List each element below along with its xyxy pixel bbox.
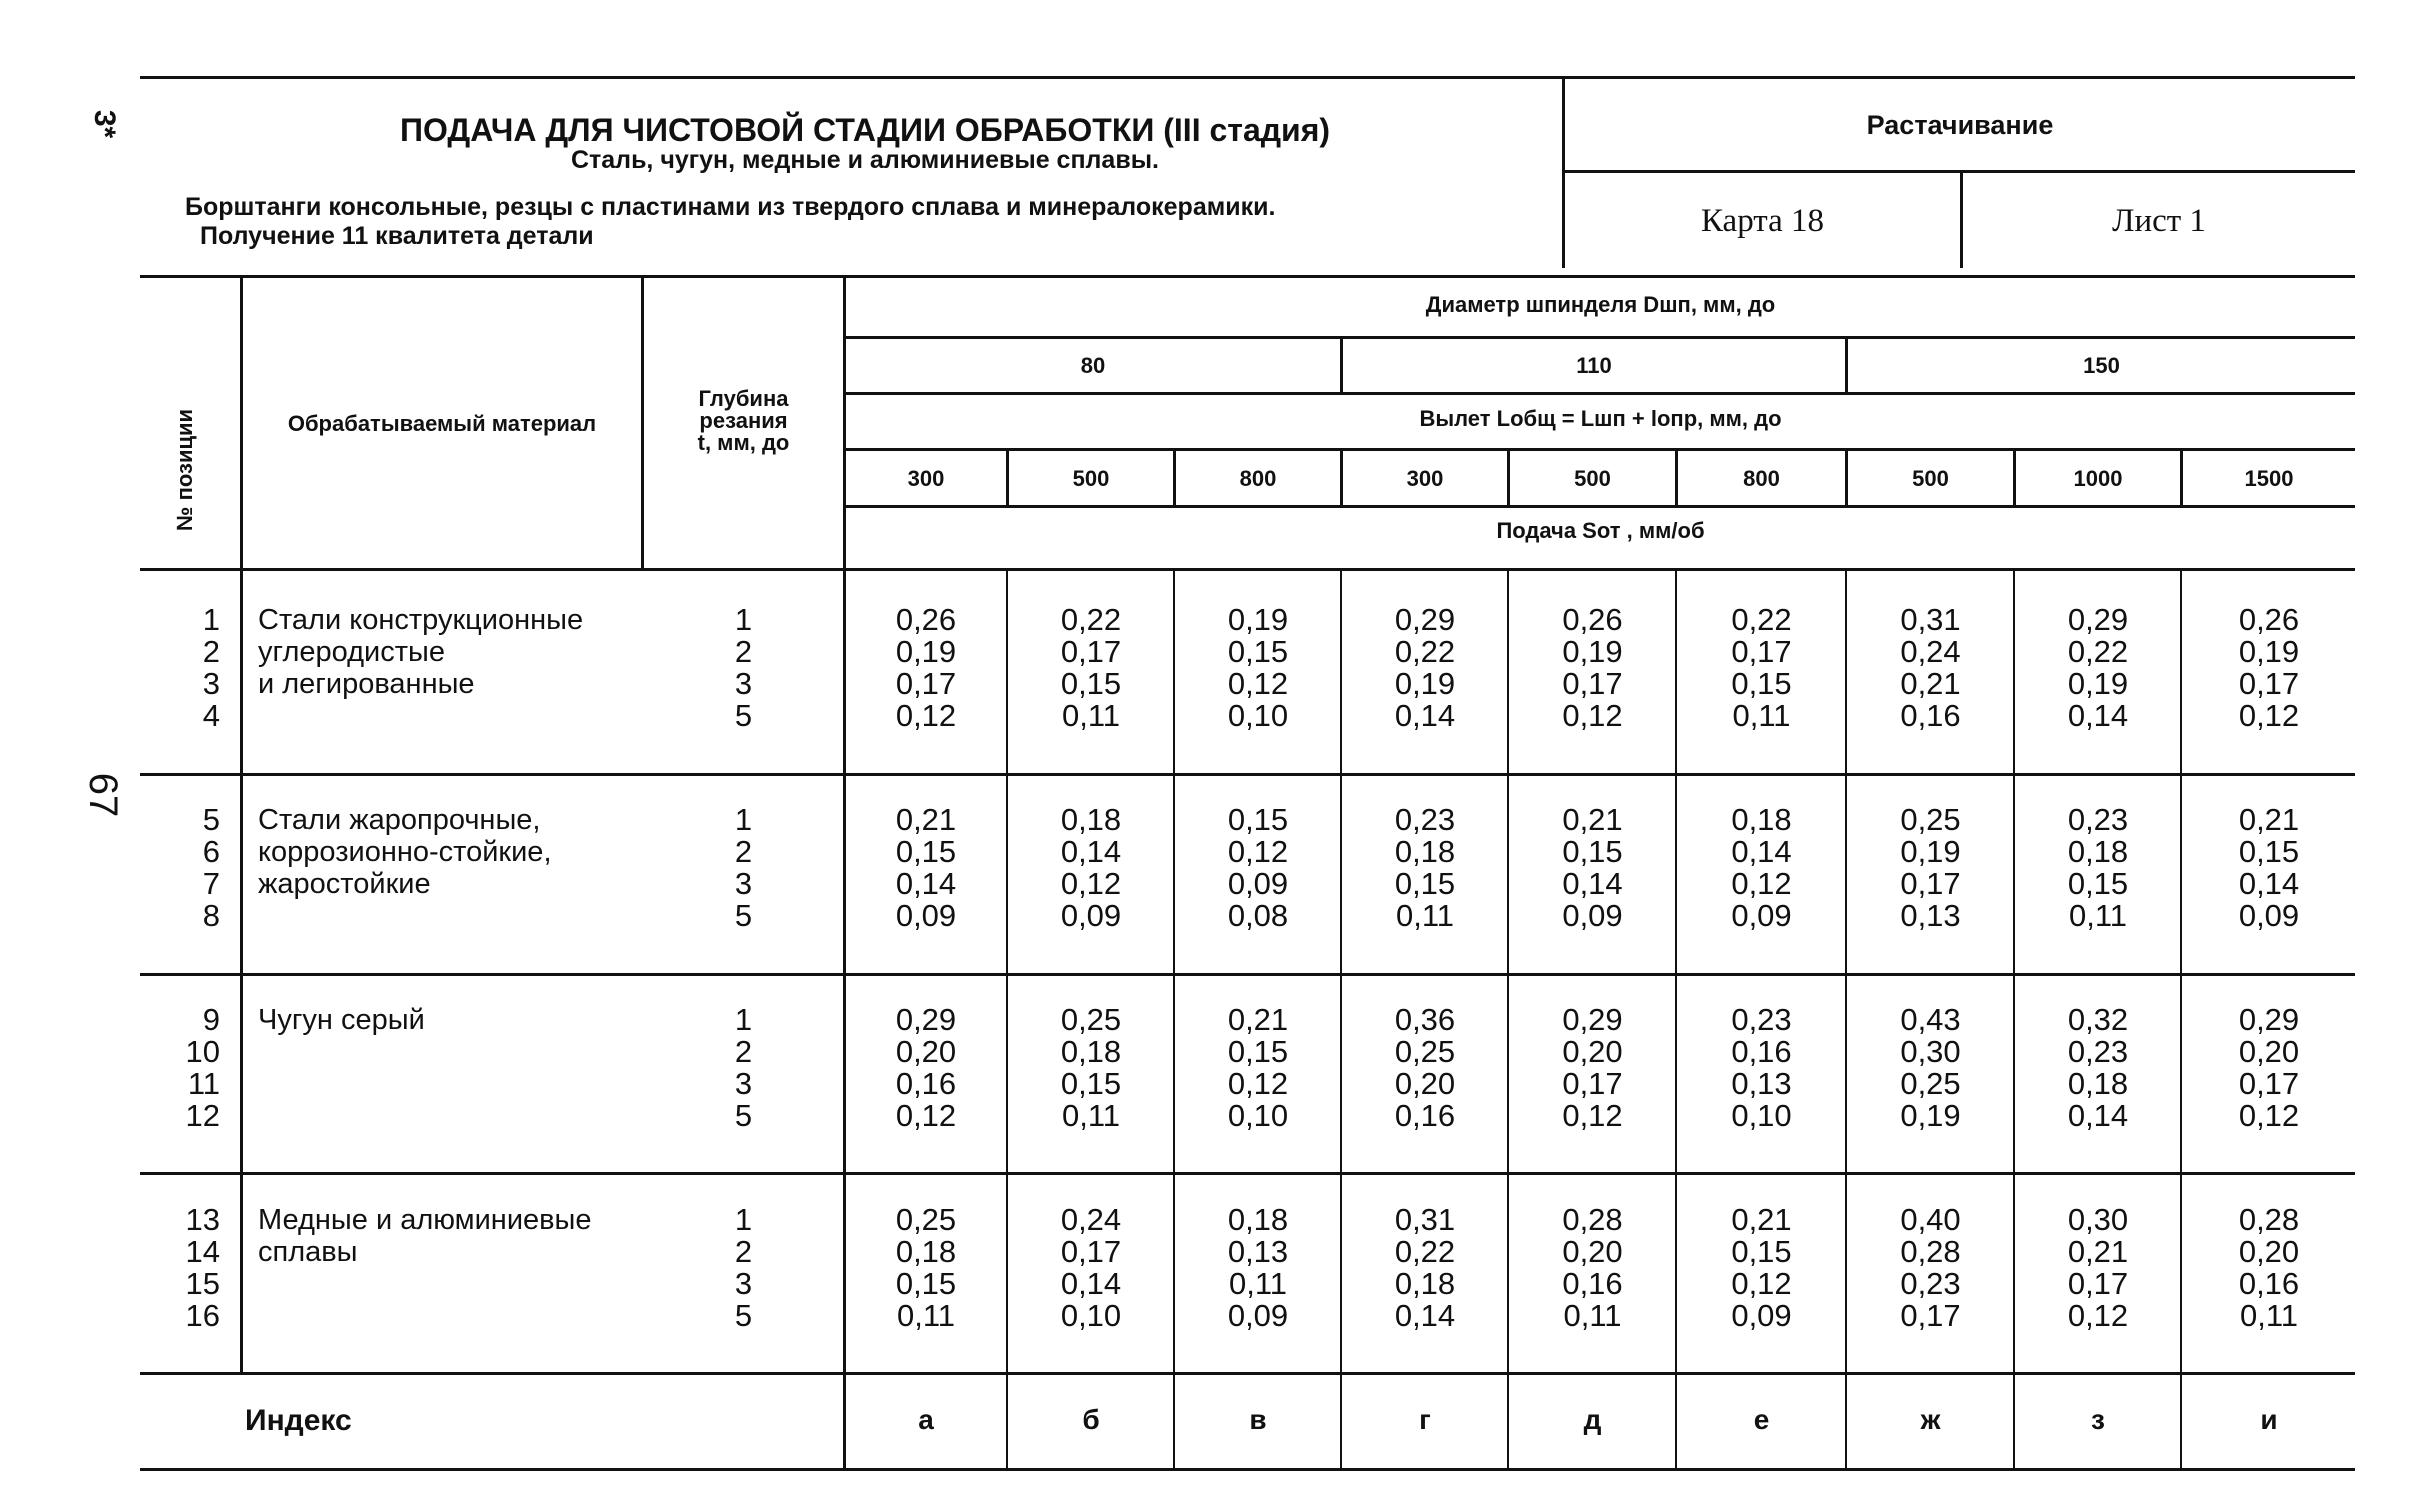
feed-column (1678, 604, 1845, 732)
index-letter: б (1082, 1404, 1100, 1435)
index-letter: д (1583, 1404, 1602, 1435)
material-line: Чугун серый (258, 1004, 425, 1036)
index-letter: е (1753, 1404, 1770, 1435)
feed-value: 0,12 (1731, 866, 1792, 901)
feed-value: 0,19 (1562, 634, 1623, 669)
index-letter: и (2260, 1404, 2278, 1435)
feed-column (2016, 604, 2180, 732)
feed-column (1678, 1204, 1845, 1332)
feed-value: 0,15 (1227, 634, 1289, 669)
material-line: жаростойкие (258, 868, 431, 900)
feed-value: 0,18 (895, 1234, 957, 1269)
feed-value: 0,17 (1060, 1234, 1122, 1269)
feed-value: 0,10 (1731, 1098, 1792, 1133)
feed-value: 0,36 (1394, 1002, 1456, 1037)
feed-column (1009, 1204, 1173, 1332)
depth-value: 1 (734, 602, 753, 637)
feed-value: 0,29 (1394, 602, 1456, 637)
feed-value: 0,10 (1227, 698, 1289, 733)
feed-value: 0,15 (1060, 1066, 1122, 1101)
depth-value: 1 (734, 1202, 753, 1237)
feed-value: 0,09 (895, 898, 957, 933)
feed-column (1343, 804, 1507, 932)
feed-header: Подача Sот , мм/об (1496, 518, 1705, 543)
feed-column (1176, 804, 1340, 932)
feed-value: 0,19 (1900, 834, 1961, 869)
feed-value: 0,21 (1562, 802, 1623, 837)
feed-value: 0,31 (1900, 602, 1961, 637)
feed-value: 0,11 (1228, 1266, 1288, 1301)
feed-value: 0,18 (1731, 802, 1792, 837)
feed-value: 0,14 (1731, 834, 1792, 869)
position-number: 6 (202, 834, 220, 869)
position-column-header: № позиции (172, 408, 197, 532)
feed-value: 0,25 (1394, 1034, 1456, 1069)
feed-column (1009, 604, 1173, 732)
feed-value: 0,25 (895, 1202, 957, 1237)
feed-value: 0,18 (1394, 834, 1456, 869)
feed-value: 0,19 (1900, 1098, 1961, 1133)
feed-value: 0,11 (1563, 1298, 1622, 1333)
feed-value: 0,14 (1060, 834, 1122, 869)
feed-value: 0,11 (1061, 698, 1121, 733)
feed-value: 0,11 (896, 1298, 956, 1333)
feed-value: 0,12 (1731, 1266, 1792, 1301)
feed-value: 0,20 (1562, 1034, 1623, 1069)
feed-value: 0,12 (1227, 1066, 1289, 1101)
feed-column (2183, 1004, 2355, 1132)
position-number: 1 (202, 602, 220, 637)
feed-value: 0,14 (1562, 866, 1623, 901)
feed-value: 0,23 (1731, 1002, 1792, 1037)
diameter-80: 80 (1080, 353, 1106, 378)
depth-value: 2 (734, 1234, 753, 1269)
feed-value: 0,23 (1394, 802, 1456, 837)
feed-value: 0,30 (1900, 1034, 1961, 1069)
feed-value: 0,21 (1731, 1202, 1792, 1237)
material-column-header: Обрабатываемый материал (287, 411, 597, 436)
feed-value: 0,15 (895, 834, 957, 869)
feed-column (1343, 1204, 1507, 1332)
feed-value: 0,11 (1732, 698, 1791, 733)
feed-value: 0,26 (1562, 602, 1623, 637)
feed-value: 0,12 (1060, 866, 1122, 901)
index-letter: а (918, 1404, 934, 1435)
position-number: 3 (202, 666, 220, 701)
feed-value: 0,15 (895, 1266, 957, 1301)
diameter-150: 150 (2083, 353, 2120, 378)
feed-column (2183, 604, 2355, 732)
feed-value: 0,14 (2067, 1098, 2129, 1133)
feed-column (1848, 604, 2013, 732)
feed-value: 0,19 (895, 634, 957, 669)
position-number: 9 (202, 1002, 220, 1037)
feed-value: 0,30 (2067, 1202, 2129, 1237)
feed-column (2016, 1204, 2180, 1332)
page-number: 67 (81, 772, 125, 818)
material-line: Медные и алюминиевые (258, 1204, 592, 1236)
depth-value: 2 (734, 1034, 753, 1069)
sheet-label: Лист 1 (2112, 203, 2206, 239)
feed-value: 0,20 (2238, 1034, 2300, 1069)
material-name (258, 804, 638, 900)
tool-description: Борштанги консольные, резцы с пластинами из твердого сплава и минералокерамики. (185, 193, 1276, 221)
feed-column (1343, 1004, 1507, 1132)
feed-value: 0,20 (895, 1034, 957, 1069)
feed-column (2016, 1004, 2180, 1132)
depth-header-line2: резания (699, 408, 788, 433)
material-line: коррозионно-стойкие, (258, 836, 552, 868)
feed-value: 0,17 (1562, 1066, 1623, 1101)
feed-value: 0,21 (1900, 666, 1961, 701)
feed-value: 0,12 (1227, 666, 1289, 701)
feed-value: 0,14 (1394, 698, 1456, 733)
feed-column (1009, 1004, 1173, 1132)
feed-column (1678, 804, 1845, 932)
feed-value: 0,20 (1562, 1234, 1623, 1269)
position-number: 8 (202, 898, 220, 933)
feed-value: 0,22 (2067, 634, 2129, 669)
feed-value: 0,18 (1394, 1266, 1456, 1301)
position-number: 16 (185, 1298, 220, 1333)
position-numbers (160, 1204, 220, 1332)
index-letter: ж (1920, 1404, 1941, 1435)
depth-value: 1 (734, 802, 753, 837)
material-name (258, 604, 638, 700)
feed-value: 0,18 (1227, 1202, 1289, 1237)
feed-value: 0,10 (1060, 1298, 1122, 1333)
overhang-value: 800 (1239, 466, 1277, 491)
overhang-value: 500 (1072, 466, 1110, 491)
overhang-value: 1500 (2244, 466, 2294, 491)
depth-value: 2 (734, 834, 753, 869)
feed-value: 0,09 (1731, 898, 1792, 933)
feed-value: 0,23 (1900, 1266, 1961, 1301)
feed-value: 0,18 (1060, 1034, 1122, 1069)
depth-value: 3 (734, 866, 753, 901)
diameter-110: 110 (1576, 353, 1612, 378)
index-letter: в (1249, 1404, 1267, 1435)
feed-value: 0,13 (1900, 898, 1961, 933)
feed-value: 0,19 (1227, 602, 1289, 637)
feed-column (846, 604, 1006, 732)
feed-column (1009, 804, 1173, 932)
feed-value: 0,12 (895, 1098, 957, 1133)
feed-value: 0,12 (895, 698, 957, 733)
feed-value: 0,15 (1060, 666, 1122, 701)
feed-value: 0,15 (1394, 866, 1456, 901)
feed-column (2183, 1204, 2355, 1332)
feed-value: 0,13 (1227, 1234, 1289, 1269)
feed-value: 0,14 (1060, 1266, 1122, 1301)
feed-column (1510, 804, 1675, 932)
feed-value: 0,12 (2238, 698, 2300, 733)
feed-value: 0,25 (1060, 1002, 1122, 1037)
feed-value: 0,08 (1227, 898, 1289, 933)
top-mark: 3* (88, 109, 121, 139)
card-label: Карта 18 (1700, 203, 1824, 239)
feed-value: 0,18 (1060, 802, 1122, 837)
feed-value: 0,29 (2067, 602, 2129, 637)
feed-value: 0,14 (1394, 1298, 1456, 1333)
depth-value: 5 (734, 698, 753, 733)
feed-value: 0,24 (1900, 634, 1961, 669)
feed-value: 0,17 (895, 666, 957, 701)
feed-column (1510, 1004, 1675, 1132)
feed-value: 0,23 (2067, 802, 2129, 837)
feed-value: 0,19 (2238, 634, 2300, 669)
feed-value: 0,19 (2067, 666, 2129, 701)
overhang-value: 300 (1406, 466, 1444, 491)
feed-value: 0,09 (1060, 898, 1122, 933)
feed-value: 0,11 (2068, 898, 2128, 933)
feed-value: 0,17 (1900, 866, 1961, 901)
depth-values (644, 604, 843, 732)
feed-column (1343, 604, 1507, 732)
depth-value: 5 (734, 1298, 753, 1333)
feed-value: 0,09 (1227, 866, 1289, 901)
position-number: 10 (185, 1034, 220, 1069)
feed-value: 0,15 (1731, 666, 1792, 701)
feed-value: 0,17 (2067, 1266, 2129, 1301)
material-line: и легированные (258, 668, 475, 700)
index-label: Индекс (245, 1404, 352, 1437)
feed-column (1848, 804, 2013, 932)
feed-value: 0,13 (1731, 1066, 1792, 1101)
feed-column (1510, 1204, 1675, 1332)
position-number: 12 (185, 1098, 220, 1133)
overhang-value: 500 (1912, 466, 1949, 491)
feed-value: 0,16 (1562, 1266, 1623, 1301)
feed-column (846, 1204, 1006, 1332)
feed-value: 0,09 (1731, 1298, 1792, 1333)
feed-value: 0,20 (2238, 1234, 2300, 1269)
position-number: 13 (185, 1202, 220, 1237)
feed-column (1510, 604, 1675, 732)
depth-values (644, 804, 843, 932)
depth-header-line1: Глубина (698, 386, 789, 411)
position-numbers (160, 1004, 220, 1132)
feed-value: 0,16 (1394, 1098, 1456, 1133)
material-line: сплавы (258, 1236, 358, 1268)
feed-column (1176, 604, 1340, 732)
material-line: Стали жаропрочные, (258, 804, 541, 836)
overhang-header: Вылет Lобщ = Lшп + lопр, мм, до (1419, 406, 1782, 431)
feed-column (2183, 804, 2355, 932)
feed-value: 0,21 (2067, 1234, 2129, 1269)
feed-value: 0,23 (2067, 1034, 2129, 1069)
feed-value: 0,16 (895, 1066, 957, 1101)
material-name (258, 1004, 638, 1036)
feed-value: 0,15 (1731, 1234, 1792, 1269)
spindle-diameter-header: Диаметр шпинделя Dшп, мм, до (1425, 292, 1776, 317)
feed-value: 0,15 (2238, 834, 2300, 869)
depth-value: 5 (734, 1098, 753, 1133)
feed-value: 0,16 (1731, 1034, 1792, 1069)
feed-value: 0,17 (1731, 634, 1792, 669)
overhang-value: 800 (1743, 466, 1780, 491)
feed-value: 0,25 (1900, 1066, 1961, 1101)
feed-value: 0,26 (895, 602, 957, 637)
index-letter: з (2091, 1404, 2105, 1435)
feed-value: 0,15 (1562, 834, 1623, 869)
material-line: углеродистые (258, 636, 445, 668)
position-numbers (160, 604, 220, 732)
position-number: 5 (202, 802, 220, 837)
feed-value: 0,31 (1394, 1202, 1456, 1237)
depth-value: 3 (734, 666, 753, 701)
feed-value: 0,21 (895, 802, 957, 837)
feed-value: 0,18 (2067, 1066, 2129, 1101)
feed-value: 0,15 (1227, 802, 1289, 837)
feed-value: 0,17 (1562, 666, 1623, 701)
feed-value: 0,29 (1562, 1002, 1623, 1037)
feed-value: 0,09 (1227, 1298, 1289, 1333)
overhang-value: 1000 (2073, 466, 2123, 491)
feed-value: 0,40 (1900, 1202, 1961, 1237)
depth-values (644, 1004, 843, 1132)
document-subtitle: Сталь, чугун, медные и алюминиевые сплавы. (570, 146, 1159, 174)
position-number: 2 (202, 634, 220, 669)
feed-value: 0,14 (2238, 866, 2300, 901)
feed-value: 0,28 (1900, 1234, 1961, 1269)
feed-value: 0,14 (895, 866, 957, 901)
depth-value: 2 (734, 634, 753, 669)
feed-value: 0,29 (2238, 1002, 2300, 1037)
position-numbers (160, 804, 220, 932)
feed-value: 0,29 (895, 1002, 957, 1037)
feed-value: 0,12 (2238, 1098, 2300, 1133)
feed-value: 0,22 (1060, 602, 1122, 637)
feed-value: 0,12 (1562, 1098, 1623, 1133)
feed-value: 0,15 (1227, 1034, 1289, 1069)
feed-value: 0,18 (2067, 834, 2129, 869)
material-line: Стали конструкционные (258, 604, 584, 636)
feed-column (2016, 804, 2180, 932)
operation-label: Растачивание (1866, 110, 2054, 140)
document-title: ПОДАЧА ДЛЯ ЧИСТОВОЙ СТАДИИ ОБРАБОТКИ (III стадия) (399, 112, 1331, 148)
position-number: 11 (187, 1066, 220, 1101)
feed-value: 0,11 (1395, 898, 1455, 933)
feed-value: 0,22 (1394, 1234, 1456, 1269)
quality-description: Получение 11 квалитета детали (200, 222, 594, 250)
feed-column (1176, 1204, 1340, 1332)
position-number: 14 (185, 1234, 220, 1269)
feed-value: 0,10 (1227, 1098, 1289, 1133)
depth-header-line3: t, мм, до (697, 430, 790, 455)
feed-value: 0,21 (2238, 802, 2300, 837)
feed-column (1848, 1204, 2013, 1332)
feed-value: 0,25 (1900, 802, 1961, 837)
depth-values (644, 1204, 843, 1332)
feed-value: 0,26 (2238, 602, 2300, 637)
position-number: 7 (202, 866, 220, 901)
feed-value: 0,24 (1060, 1202, 1122, 1237)
depth-column-header (644, 388, 843, 454)
feed-value: 0,09 (1562, 898, 1623, 933)
feed-value: 0,11 (2239, 1298, 2299, 1333)
feed-value: 0,21 (1227, 1002, 1289, 1037)
position-number: 15 (185, 1266, 220, 1301)
feed-value: 0,12 (1227, 834, 1289, 869)
overhang-value: 500 (1574, 466, 1611, 491)
feed-value: 0,43 (1900, 1002, 1961, 1037)
feed-value: 0,28 (2238, 1202, 2300, 1237)
feed-value: 0,12 (1562, 698, 1623, 733)
feed-value: 0,22 (1394, 634, 1456, 669)
feed-column (1176, 1004, 1340, 1132)
depth-value: 3 (734, 1066, 753, 1101)
feed-value: 0,14 (2067, 698, 2129, 733)
feed-value: 0,11 (1061, 1098, 1121, 1133)
feed-value: 0,19 (1394, 666, 1456, 701)
feed-value: 0,22 (1731, 602, 1792, 637)
feed-value: 0,20 (1394, 1066, 1456, 1101)
feed-value: 0,28 (1562, 1202, 1623, 1237)
feed-value: 0,09 (2238, 898, 2300, 933)
feed-value: 0,17 (1060, 634, 1122, 669)
material-name (258, 1204, 638, 1268)
feed-value: 0,17 (1900, 1298, 1961, 1333)
feed-value: 0,16 (2238, 1266, 2300, 1301)
feed-value: 0,12 (2067, 1298, 2129, 1333)
feed-column (1848, 1004, 2013, 1132)
feed-value: 0,17 (2238, 1066, 2300, 1101)
feed-column (1678, 1004, 1845, 1132)
depth-value: 3 (734, 1266, 753, 1301)
feed-value: 0,16 (1900, 698, 1961, 733)
feed-value: 0,15 (2067, 866, 2129, 901)
feed-value: 0,17 (2238, 666, 2300, 701)
feed-column (846, 1004, 1006, 1132)
feed-value: 0,32 (2067, 1002, 2129, 1037)
depth-value: 1 (734, 1002, 753, 1037)
feed-column (846, 804, 1006, 932)
depth-value: 5 (734, 898, 753, 933)
overhang-value: 300 (907, 466, 945, 491)
index-letter: г (1419, 1404, 1431, 1435)
position-number: 4 (202, 698, 220, 733)
